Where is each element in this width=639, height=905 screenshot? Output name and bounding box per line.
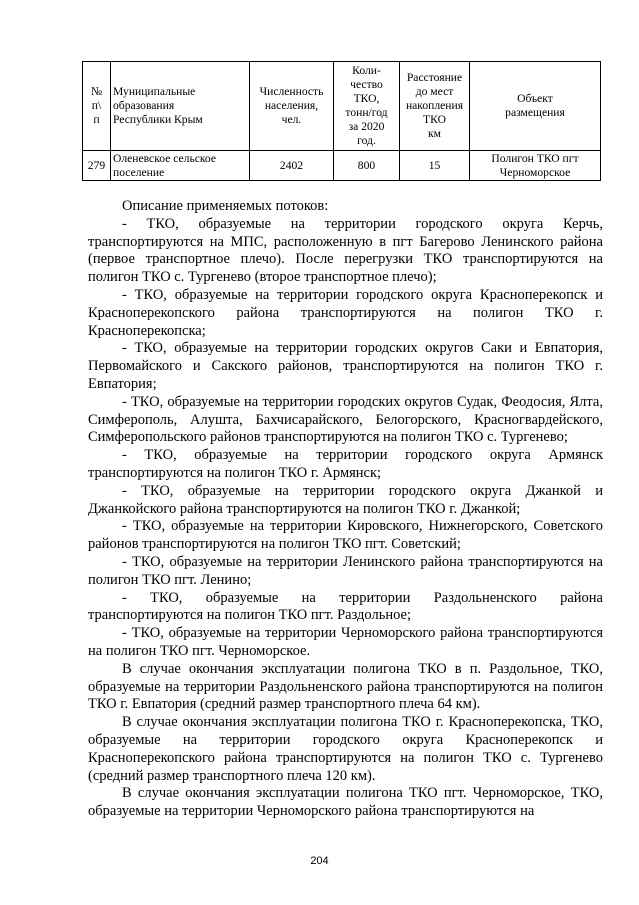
waste-table (82, 61, 601, 181)
cell-waste-amount: 800 (334, 151, 400, 181)
flow-paragraph: - ТКО, образуемые на территории городского округа Красноперекопск и Красноперекопского района транспортируются на полигон ТКО г. Красноперекопска; (88, 286, 603, 339)
flow-paragraph: - ТКО, образуемые на территории городских округов Судак, Феодосия, Ялта, Симферополь, Алушта, Бахчисарайского, Белогорского, Красногвардейского, Симферопольского районов транспортируются на полигон ТКО с. Тургенево; (88, 393, 603, 446)
header-population: Численность населения, чел. (250, 62, 334, 151)
page-number: 204 (310, 855, 329, 867)
cell-number: 279 (83, 151, 111, 181)
cell-disposal-site: Полигон ТКО пгт Черноморское (470, 151, 601, 181)
closure-paragraph: В случае окончания эксплуатации полигона ТКО в п. Раздольное, ТКО, образуемые на территории Раздольненского района транспортируются на полигон ТКО г. Евпатория (средний размер транспортного плеча 64 км). (88, 660, 603, 713)
flow-paragraph: - ТКО, образуемые на территории Черноморского района транспортируются на полигон ТКО пгт. Черноморское. (88, 625, 603, 659)
cell-population: 2402 (250, 151, 334, 181)
header-disposal-site: Объект размещения (470, 62, 601, 151)
header-number: № п\ п (83, 62, 111, 151)
flow-paragraph: - ТКО, образуемые на территории Раздольненского района транспортируются на полигон ТКО пгт. Раздольное; (88, 589, 603, 624)
flow-paragraph: - ТКО, образуемые на территории Кировского, Нижнегорского, Советского районов транспортируются на полигон ТКО пгт. Советский; (88, 518, 603, 553)
header-municipality: Муниципальные образования Республики Крым (111, 62, 250, 151)
flow-paragraph: - ТКО, образуемые на территории городского округа Джанкой и Джанкойского района транспортируются на полигон ТКО г. Джанкой; (88, 482, 603, 517)
closure-paragraph: В случае окончания эксплуатации полигона ТКО пгт. Черноморское, ТКО, образуемые на территории Черноморского района транспортируются на (88, 785, 603, 820)
flow-paragraph: - ТКО, образуемые на территории городского округа Армянск транспортируются на полигон ТКО г. Армянск; (88, 447, 603, 481)
table-header-row (83, 62, 601, 151)
document-body (88, 198, 603, 821)
cell-distance: 15 (400, 151, 470, 181)
flow-paragraph: - ТКО, образуемые на территории городских округов Саки и Евпатория, Первомайского и Сакского районов, транспортируются на полигон ТКО г. Евпатория; (88, 340, 603, 392)
flows-intro: Описание применяемых потоков: (122, 198, 329, 214)
header-distance: Расстояние до мест накопления ТКО км (400, 62, 470, 151)
cell-municipality: Оленевское сельское поселение (111, 151, 250, 181)
flow-paragraph: - ТКО, образуемые на территории Ленинского района транспортируются на полигон ТКО пгт. Ленино; (88, 553, 603, 588)
flow-paragraph: - ТКО, образуемые на территории городского округа Керчь, транспортируются на МПС, расположенную в пгт Багерово Ленинского района (первое транспортное плечо). После перегрузки ТКО транспортируются на полигон ТКО с. Тургенево (второе транспортное плечо); (88, 215, 603, 286)
header-waste-amount: Коли- чество ТКО, тонн/год за 2020 год. (334, 62, 400, 151)
closure-paragraph: В случае окончания эксплуатации полигона ТКО г. Красноперекопска, ТКО, образуемые на территории городского округа Красноперекопск и Красноперекопского района транспортируются на полигон ТКО с. Тургенево (средний размер транспортного плеча 120 км). (88, 714, 603, 784)
table-row (83, 151, 601, 181)
